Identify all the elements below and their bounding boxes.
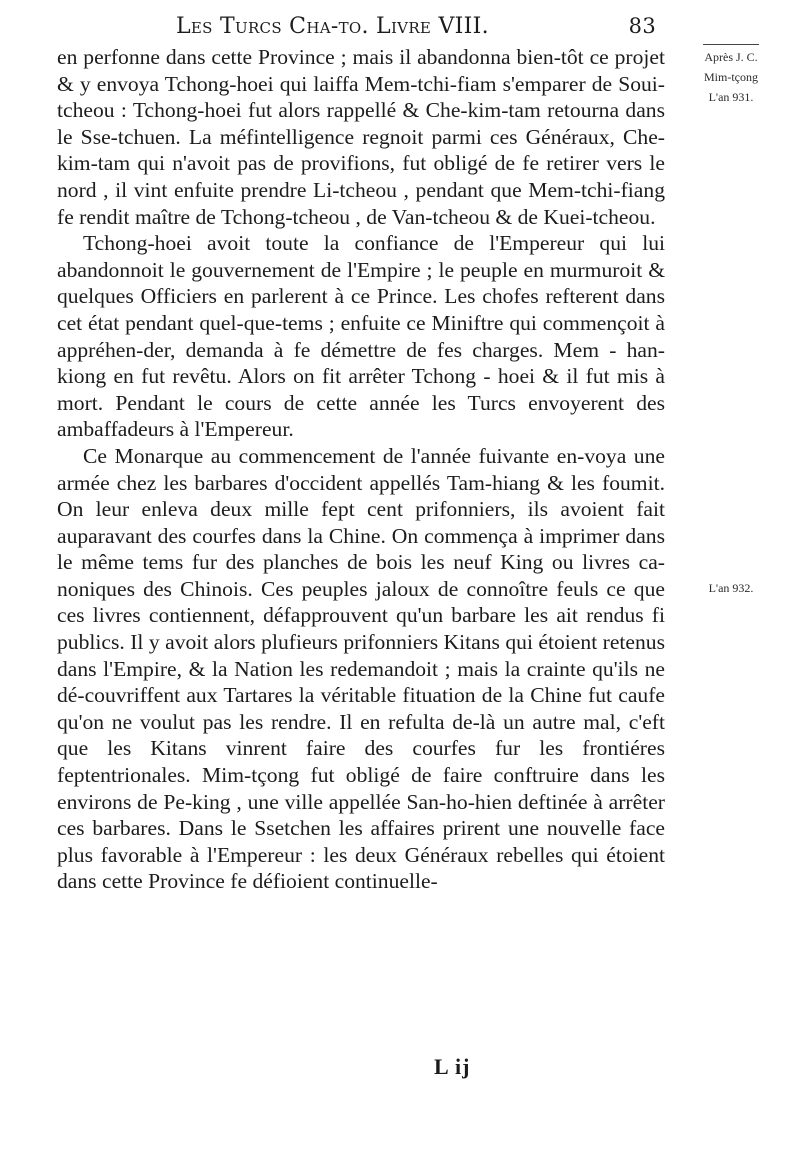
margin-note-year-2	[673, 578, 789, 598]
page-number: 83	[628, 14, 656, 38]
margin-note-year: L'an 932.	[708, 581, 754, 595]
paragraph: Tchong-hoei avoit toute la confiance de l'Empereur qui lui abandonnoit le gouvernement de l'Empire ; le peuple en murmuroit & quelques Officiers en parlerent à ce Prince. Les chofes refterent dans cet état pendant quel-que-tems ; enfuite ce Miniftre qui commençoit à appréhen-der, demanda à fe démettre de fes charges. Mem - han-kiong en fut revêtu. Alors on fit arrêter Tchong - hoei & il fut mis à mort. Pendant le cours de cette année les Turcs envoyerent des ambaffadeurs à l'Empereur.	[57, 231, 665, 442]
paragraph: en perfonne dans cette Province ; mais il abandonna bien-tôt ce projet & y envoya Tchong-hoei qui laiffa Mem-tchi-fiam s'emparer de Soui-tcheou : Tchong-hoei fut alors rappellé & Che-kim-tam retourna dans le Sse-tchuen. La méfintelligence regnoit parmi ces Généraux, Che-kim-tam qui n'avoit pas de provifions, fut obligé de fe retirer vers le nord , il vint enfuite prendre Li-tcheou , pendant que Mem-tchi-fiang fe rendit maître de Tchong-tcheou , de Van-tcheou & de Kuei-tcheou.	[57, 45, 665, 229]
margin-note-date	[673, 44, 789, 107]
margin-note-year: L'an 931.	[708, 90, 754, 104]
margin-rule	[703, 44, 759, 45]
running-head	[176, 14, 656, 39]
body-text	[57, 44, 665, 895]
signature-mark: L ij	[434, 1054, 471, 1079]
running-title: Les Turcs Cha-to. Livre VIII.	[176, 14, 489, 39]
paragraph: Ce Monarque au commencement de l'année fuivante en-voya une armée chez les barbares d'occident appellés Tam-hiang & les foumit. On leur enleva deux mille fept cent prifonniers, ils avoient fait auparavant des courfes dans la Chine. On commença à imprimer dans le même tems fur des planches de bois les neuf King ou livres ca-noniques des Chinois. Ces peuples jaloux de connoître feuls ce que ces livres contiennent, défapprouvent qu'un barbare les ait rendus fi publics. Il y avoit alors plufieurs prifonniers Kitans qui étoient retenus dans l'Empire, & la Nation les redemandoit ; mais la crainte qu'ils ne dé-couvriffent aux Tartares la véritable fituation de la Chine fut caufe qu'on ne voulut pas les rendre. Il en refulta de-là un autre mal, c'eft que les Kitans vinrent faire des courfes fur les frontiéres feptentrionales. Mim-tçong fut obligé de faire conftruire dans les environs de Pe-king , une ville appellée San-ho-hien deftinée à arrêter ces barbares. Dans le Ssetchen les affaires prirent une nouvelle face plus favorable à l'Empereur : les deux Généraux rebelles qui étoient dans cette Province fe défioient continuelle-	[57, 443, 665, 894]
margin-note-era: Après J. C.	[704, 50, 758, 64]
margin-note-emperor: Mim-tçong	[704, 70, 758, 84]
